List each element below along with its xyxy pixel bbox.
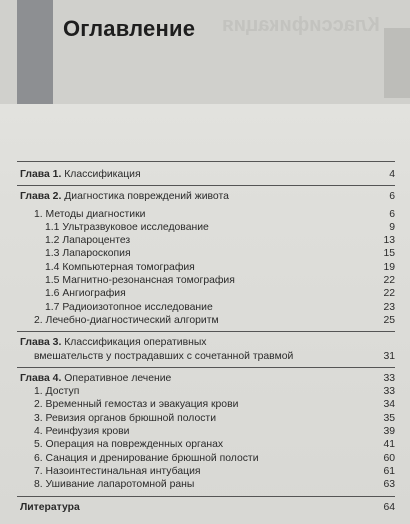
- page-number: 19: [383, 261, 395, 273]
- page-number: 22: [383, 288, 395, 300]
- section-title: 1. Методы диагностики: [34, 208, 146, 220]
- page-number: 6: [389, 208, 395, 220]
- page-title: Оглавление: [63, 16, 196, 41]
- subsection-title: 1.3 Лапароскопия: [45, 248, 131, 260]
- toc-section[interactable]: [17, 425, 395, 438]
- toc-section[interactable]: [17, 412, 395, 425]
- subsection-title: 1.4 Компьютерная томография: [45, 261, 195, 273]
- page-number: 23: [383, 301, 395, 313]
- page-number: 6: [389, 191, 395, 203]
- section-title: 5. Операция на поврежденных органах: [34, 439, 224, 451]
- toc-divider: [17, 367, 395, 368]
- header-accent-bar: [17, 0, 53, 104]
- toc-subsection[interactable]: [17, 274, 395, 287]
- section-title: 2. Временный гемостаз и эвакуация крови: [34, 399, 239, 411]
- toc-section[interactable]: [17, 385, 395, 398]
- toc-chapter-4[interactable]: [17, 372, 395, 385]
- toc-subsection[interactable]: [17, 287, 395, 300]
- subsection-title: 1.1 Ультразвуковое исследование: [45, 221, 209, 233]
- toc-section[interactable]: [17, 465, 395, 478]
- page-number: 13: [383, 235, 395, 247]
- bleed-through-text: Классификация: [222, 14, 380, 36]
- toc-chapter-2[interactable]: [17, 190, 395, 203]
- section-title: 8. Ушивание лапаротомной раны: [34, 479, 195, 491]
- side-tab: [384, 28, 410, 98]
- subsection-title: 1.6 Ангиография: [45, 288, 126, 300]
- toc-divider: [17, 185, 395, 186]
- toc-subsection[interactable]: [17, 234, 395, 247]
- page-number: 31: [383, 350, 395, 362]
- chapter-title: Классификация: [61, 169, 141, 180]
- section-title: 2. Лечебно-диагностический алгоритм: [34, 314, 219, 326]
- page-number: 4: [389, 169, 395, 180]
- chapter-title: Диагностика повреждений живота: [61, 191, 229, 203]
- toc-literature[interactable]: [17, 501, 395, 514]
- section-title: 3. Ревизия органов брюшной полости: [34, 412, 216, 424]
- toc-divider: [17, 496, 395, 497]
- section-title: 6. Санация и дренирование брюшной полости: [34, 452, 259, 464]
- toc-subsection[interactable]: [17, 301, 395, 314]
- chapter-title-cont: вмешательств у пострадавших с сочетанной травмой: [34, 350, 294, 362]
- toc-section[interactable]: [17, 452, 395, 465]
- toc-chapter-3[interactable]: [17, 336, 395, 363]
- page-number: 61: [383, 465, 395, 477]
- page-number: 34: [383, 399, 395, 411]
- page-number: 63: [383, 479, 395, 491]
- toc-section[interactable]: [17, 478, 395, 491]
- page-number: 25: [383, 314, 395, 326]
- page-number: 33: [383, 372, 395, 384]
- page-number: 64: [383, 501, 395, 513]
- subsection-title: 1.5 Магнитно-резонансная томография: [45, 275, 235, 287]
- toc-section[interactable]: [17, 438, 395, 451]
- chapter-title: Оперативное лечение: [61, 372, 172, 384]
- section-title: 4. Реинфузия крови: [34, 426, 130, 438]
- page-number: 60: [383, 452, 395, 464]
- toc-section[interactable]: [17, 314, 395, 327]
- toc-subsection[interactable]: [17, 221, 395, 234]
- page-number: 35: [383, 412, 395, 424]
- literature-title: Литература: [20, 501, 80, 513]
- section-title: 7. Назоинтестинальная интубация: [34, 465, 201, 477]
- toc-divider: [17, 331, 395, 332]
- toc-section[interactable]: [17, 208, 395, 221]
- page-number: 33: [383, 386, 395, 398]
- page-number: 15: [383, 248, 395, 260]
- toc-section[interactable]: [17, 398, 395, 411]
- subsection-title: 1.7 Радиоизотопное исследование: [45, 301, 213, 313]
- toc-subsection[interactable]: [17, 261, 395, 274]
- chapter-prefix: Глава 1.: [20, 169, 62, 180]
- toc-chapter-1[interactable]: [17, 168, 395, 181]
- chapter-title: Классификация оперативных: [61, 337, 207, 349]
- subsection-title: 1.2 Лапароцентез: [45, 235, 131, 247]
- page-number: 9: [389, 221, 395, 233]
- chapter-prefix: Глава 4.: [20, 372, 62, 384]
- page-number: 41: [383, 439, 395, 451]
- chapter-prefix: Глава 2.: [20, 191, 62, 203]
- chapter-prefix: Глава 3.: [20, 337, 62, 349]
- section-title: 1. Доступ: [34, 386, 80, 398]
- toc-subsection[interactable]: [17, 247, 395, 260]
- toc-top-rule: [17, 161, 395, 162]
- page-number: 22: [383, 275, 395, 287]
- page-number: 39: [383, 426, 395, 438]
- table-of-contents: [17, 168, 395, 514]
